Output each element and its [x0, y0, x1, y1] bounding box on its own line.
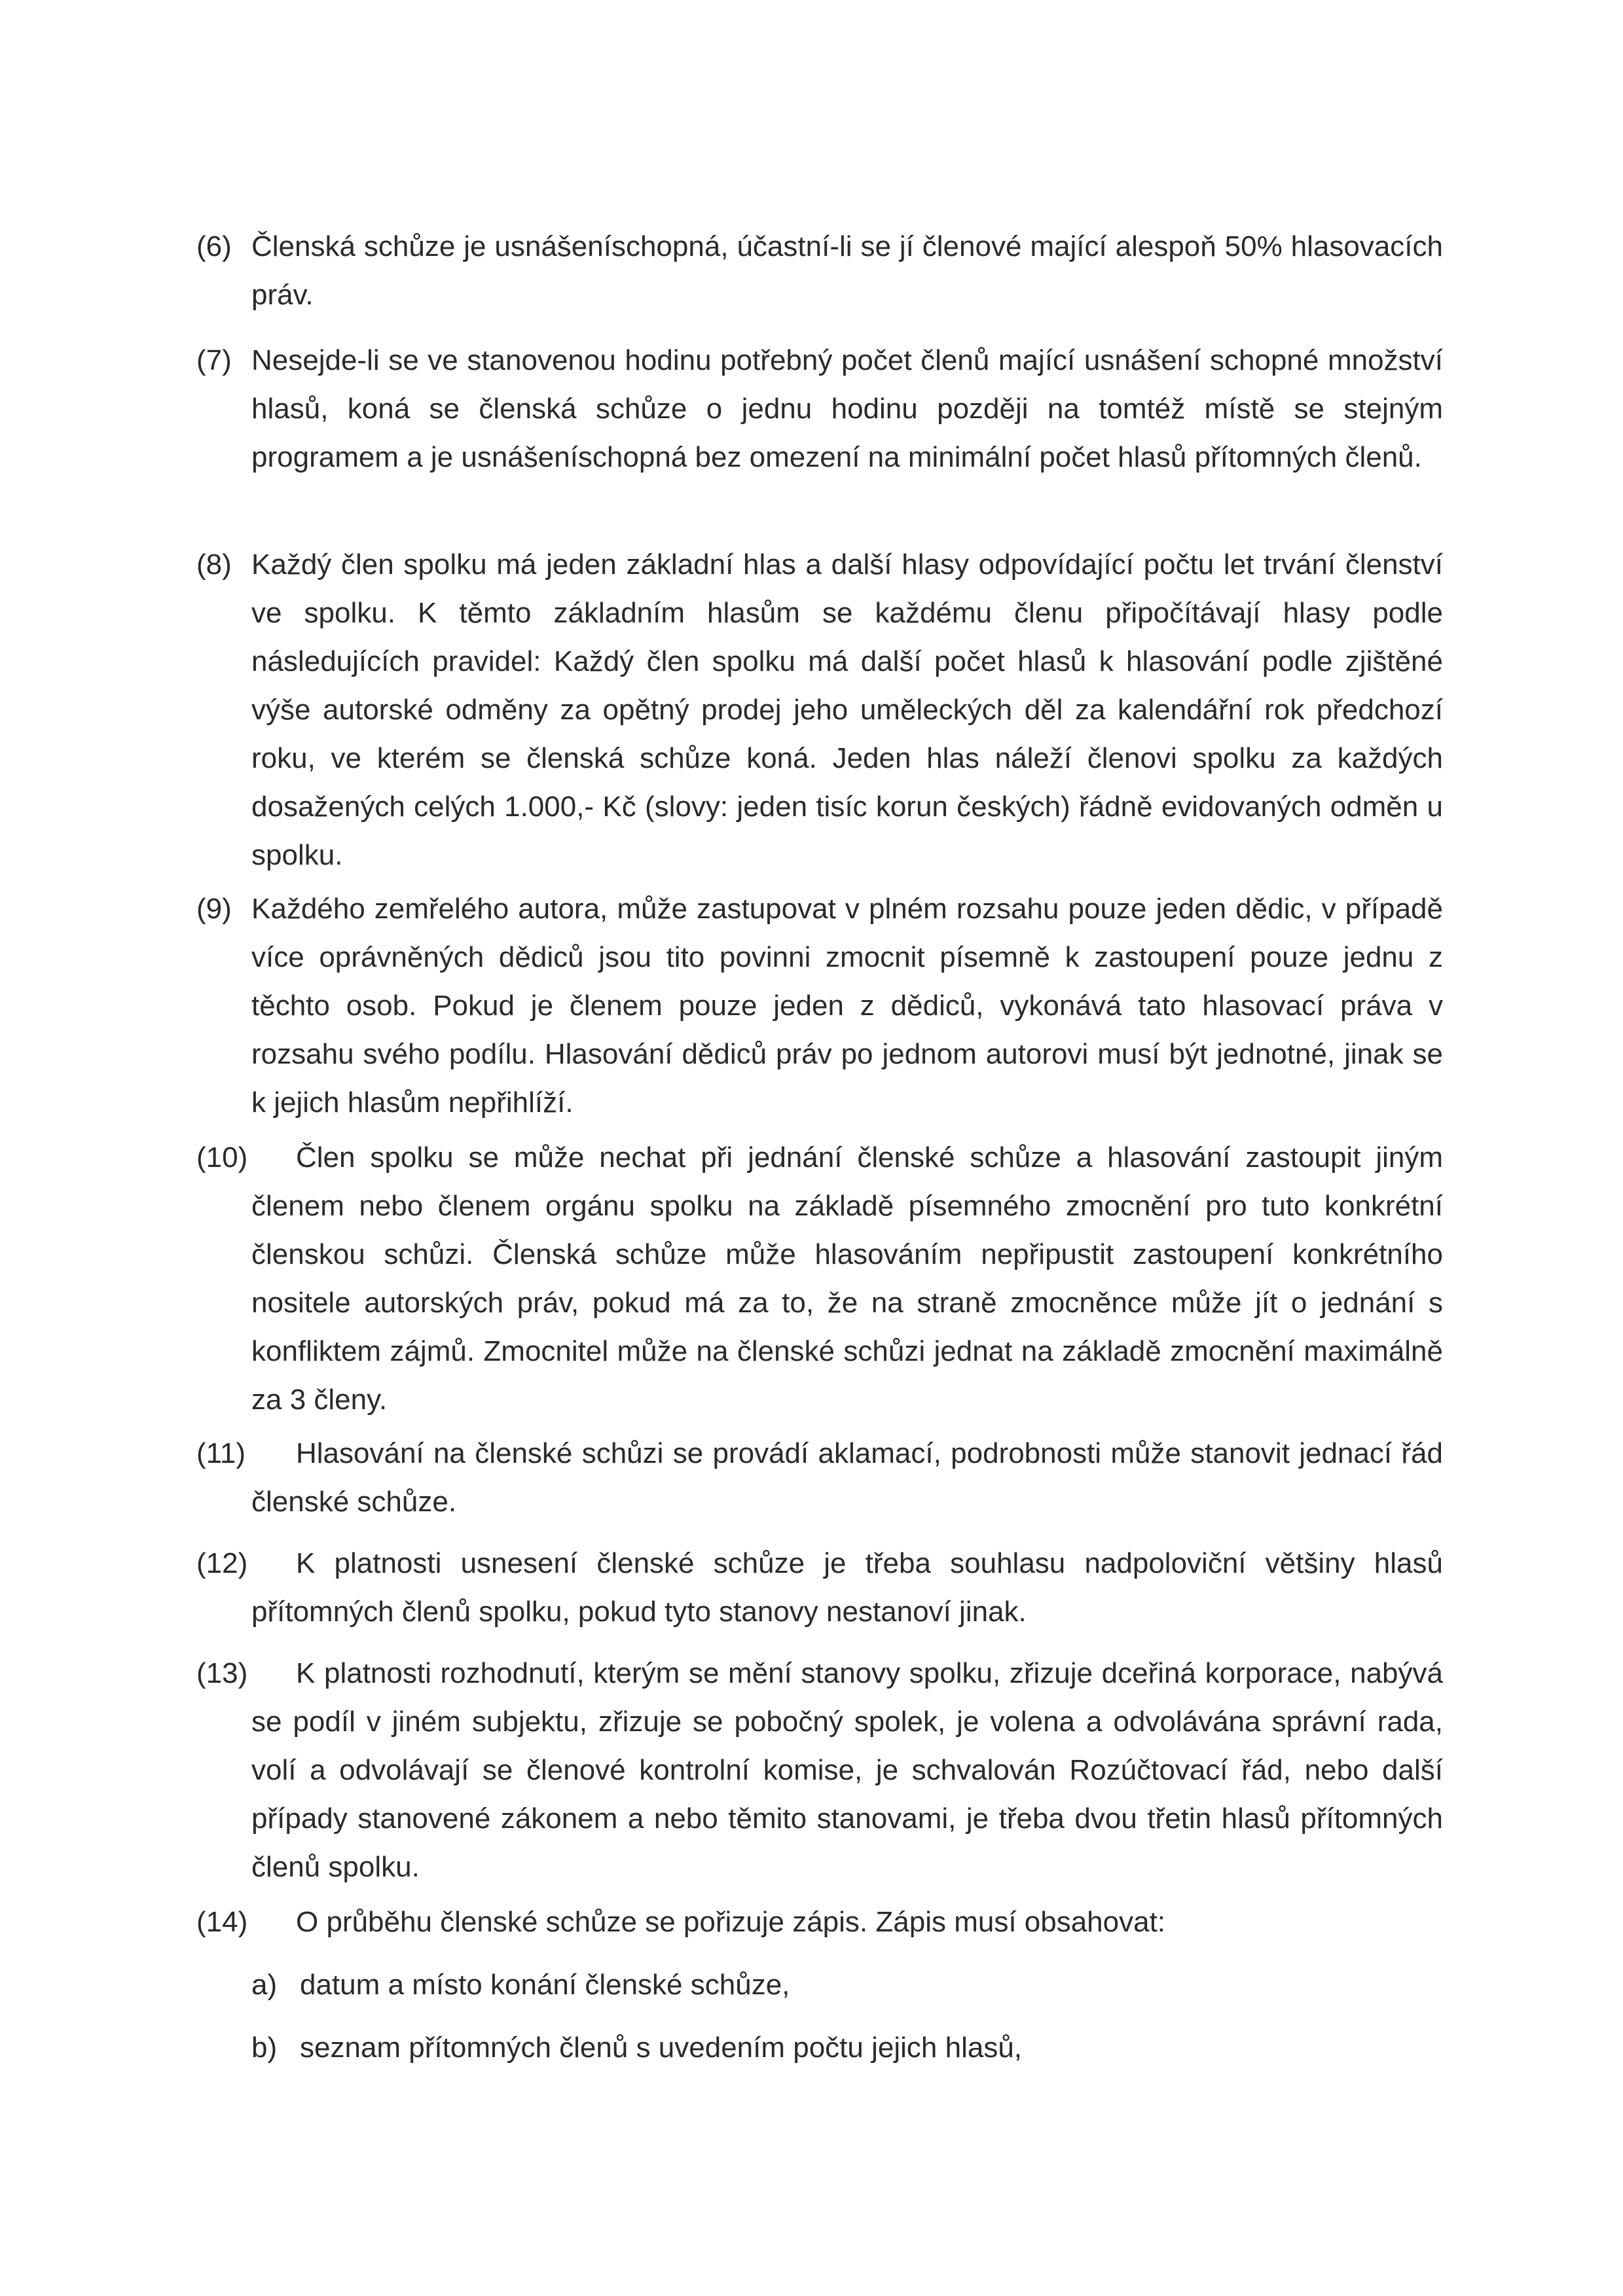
list-item-text: seznam přítomných členů s uvedením počtu jejich hlasů,	[300, 2032, 1023, 2064]
paragraph-text: Hlasování na členské schůzi se provádí aklamací, podrobnosti může stanovit jednací řád členské schůze.	[251, 1437, 1443, 1518]
paragraph-number: (9)	[196, 893, 232, 925]
paragraph-text: Každý člen spolku má jeden základní hlas a další hlasy odpovídající počtu let trvání členství ve spolku. K těmto základním hlasům se každému členu připočítávají hlasy podle následujících pravidel: Každý člen spolku má další počet hlasů k hlasování podle zjištěné výše autorské odměny za opětný prodej jeho uměleckých děl za kalendářní rok předchozí roku, ve kterém se členská schůze koná. Jeden hlas náleží členovi spolku za každých dosažených celých 1.000,- Kč (slovy: jeden tisíc korun českých) řádně evidovaných odměn u spolku.	[251, 548, 1443, 871]
paragraph-text: K platnosti rozhodnutí, kterým se mění stanovy spolku, zřizuje dceřiná korporace, nabývá se podíl v jiném subjektu, zřizuje se pobočný spolek, je volena a odvolávána správní rada, volí a odvolávají se členové kontrolní komise, je schvalován Rozúčtovací řád, nebo další případy stanovené zákonem a nebo těmito stanovami, je třeba dvou třetin hlasů přítomných členů spolku.	[251, 1657, 1443, 1883]
paragraph-number: (14)	[196, 1906, 248, 1938]
paragraph-text: O průběhu členské schůze se pořizuje zápis. Zápis musí obsahovat:	[296, 1906, 1166, 1938]
paragraph-number: (6)	[196, 230, 232, 262]
paragraph-number: (12)	[196, 1547, 248, 1579]
paragraph-number: (7)	[196, 344, 232, 376]
paragraph-text: Nesejde-li se ve stanovenou hodinu potřebný počet členů mající usnášení schopné množství hlasů, koná se členská schůze o jednu hodinu později na tomtéž místě se stejným programem a je usnášeníschopná bez omezení na minimální počet hlasů přítomných členů.	[251, 344, 1443, 473]
paragraph-number: (10)	[196, 1141, 248, 1174]
list-item-letter: a)	[251, 1969, 278, 2001]
list-item-letter: b)	[251, 2032, 278, 2064]
paragraph-number: (13)	[196, 1657, 248, 1689]
paragraph-number: (11)	[196, 1437, 246, 1469]
paragraph-number: (8)	[196, 548, 232, 581]
list-item-text: datum a místo konání členské schůze,	[300, 1969, 790, 2001]
paragraph-text: Každého zemřelého autora, může zastupovat v plném rozsahu pouze jeden dědic, v případě více oprávněných dědiců jsou tito povinni zmocnit písemně k zastoupení pouze jednu z těchto osob. Pokud je členem pouze jeden z dědiců, vykonává tato hlasovací práva v rozsahu svého podílu. Hlasování dědiců práv po jednom autorovi musí být jednotné, jinak se k jejich hlasům nepřihlíží.	[251, 893, 1443, 1119]
paragraph-text: Člen spolku se může nechat při jednání členské schůze a hlasování zastoupit jiným členem nebo členem orgánu spolku na základě písemného zmocnění pro tuto konkrétní členskou schůzi. Členská schůze může hlasováním nepřipustit zastoupení konkrétního nositele autorských práv, pokud má za to, že na straně zmocněnce může jít o jednání s konfliktem zájmů. Zmocnitel může na členské schůzi jednat na základě zmocnění maximálně za 3 členy.	[251, 1141, 1443, 1416]
paragraph-text: Členská schůze je usnášeníschopná, účastní-li se jí členové mající alespoň 50% hlasovacích práv.	[251, 230, 1443, 311]
paragraph-text: K platnosti usnesení členské schůze je třeba souhlasu nadpoloviční většiny hlasů přítomných členů spolku, pokud tyto stanovy nestanoví jinak.	[251, 1547, 1443, 1628]
